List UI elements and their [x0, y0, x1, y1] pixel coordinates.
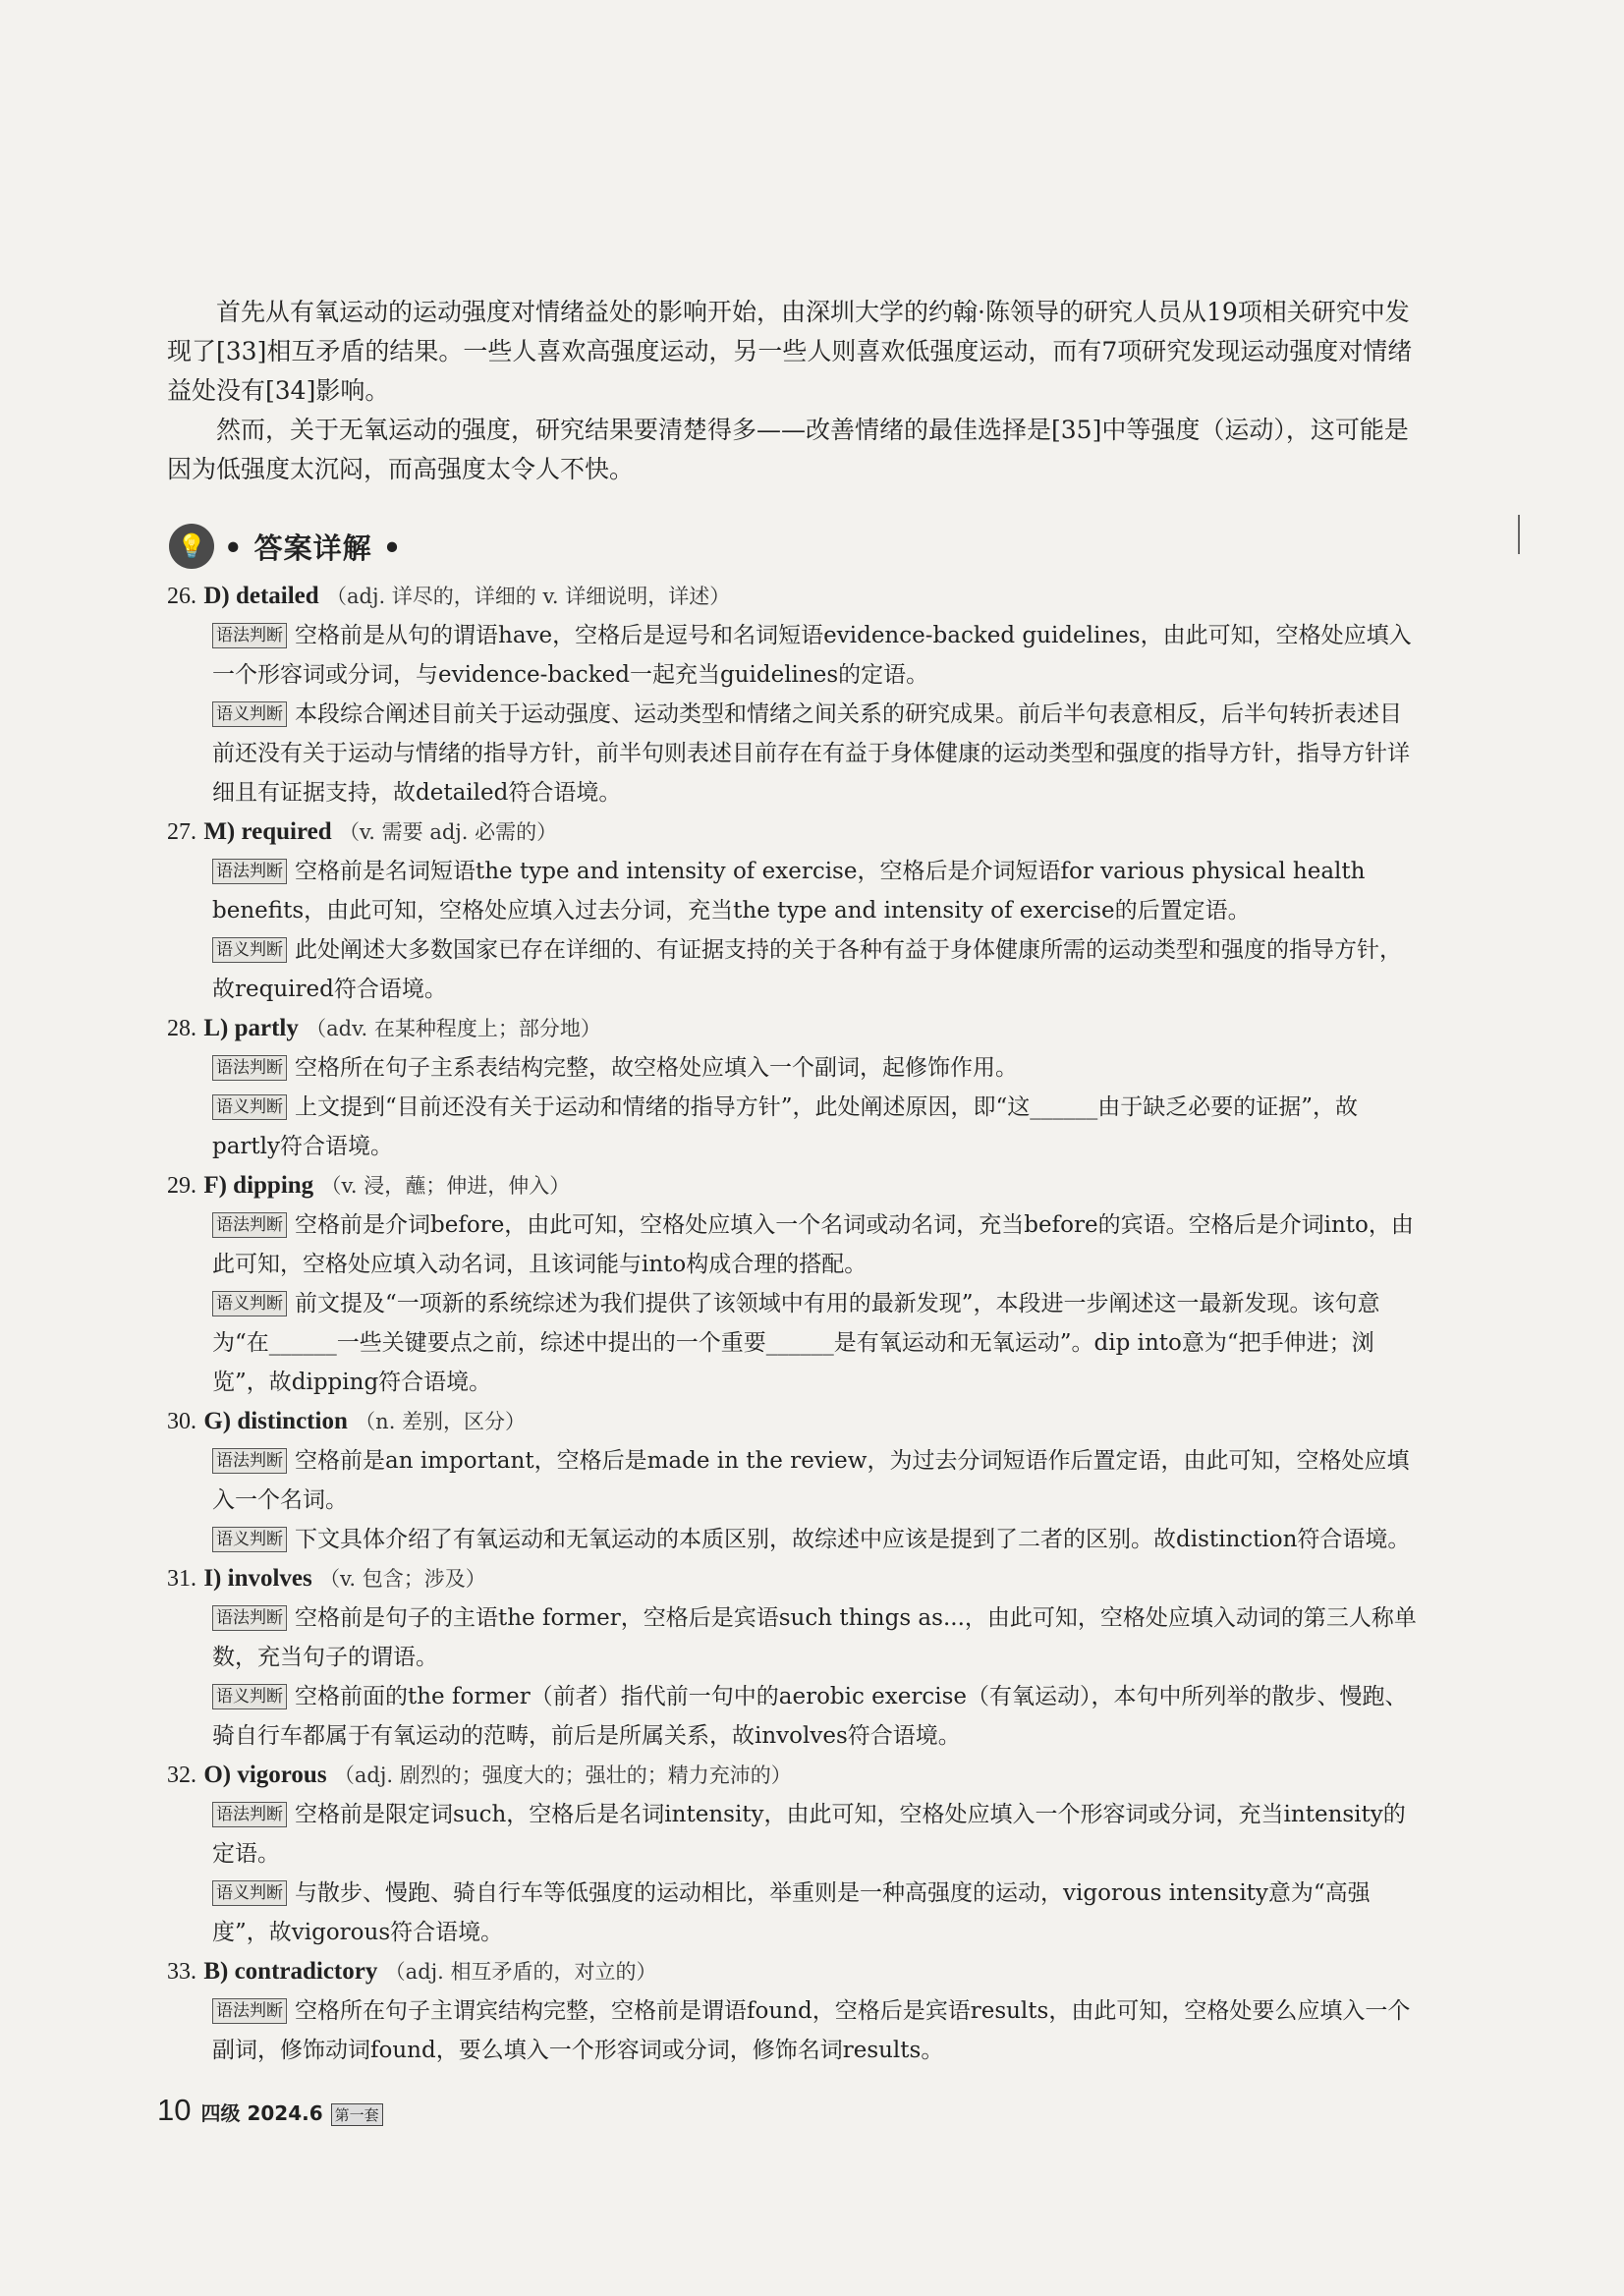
intro-paragraph: 然而，关于无氧运动的强度，研究结果要清楚得多——改善情绪的最佳选择是[35]中等强度（运动），这可能是因为低强度太沉闷，而高强度太令人不快。: [167, 416, 1409, 483]
note-text: 此处阐述大多数国家已存在详细的、有证据支持的关于各种有益于身体健康所需的运动类型和强度的指导方针，故required符合语境。: [212, 937, 1402, 1002]
note-text: 上文提到“目前还没有关于运动和情绪的指导方针”，此处阐述原因，即“这______由于缺乏必要的证据”，故partly符合语境。: [212, 1094, 1359, 1159]
note-text: 与散步、慢跑、骑自行车等低强度的运动相比，举重则是一种高强度的运动，vigorous intensity意为“高强度”，故vigorous符合语境。: [212, 1880, 1371, 1945]
note-text: 空格前面的the former（前者）指代前一句中的aerobic exercise（有氧运动），本句中所列举的散步、慢跑、骑自行车都属于有氧运动的范畴，前后是所属关系，故involves符合语境。: [212, 1684, 1408, 1749]
margin-mark: [1518, 515, 1520, 554]
answer-item: [167, 1009, 1417, 1166]
answer-heading: [167, 1756, 1417, 1795]
answer-gloss: （adv. 在某种程度上；部分地）: [306, 1017, 601, 1040]
note-text: 空格前是介词before，由此可知，空格处应填入一个名词或动名词，充当before的宾语。空格后是介词into，由此可知，空格处应填入动名词，且该词能与into构成合理的搭配。: [212, 1212, 1414, 1277]
answer-item: [167, 1559, 1417, 1756]
answer-note: [212, 1205, 1417, 1284]
answer-number: 27.: [167, 819, 196, 845]
judgement-tag: 语法判断: [212, 1055, 287, 1081]
note-text: 空格前是限定词such，空格后是名词intensity，由此可知，空格处应填入一个形容词或分词，充当intensity的定语。: [212, 1802, 1406, 1867]
answer-number: 26.: [167, 584, 196, 609]
answer-word: I) involves: [203, 1565, 312, 1592]
answer-gloss: （adj. 剧烈的；强度大的；强壮的；精力充沛的）: [333, 1764, 792, 1787]
answer-heading: [167, 1009, 1417, 1048]
judgement-tag: 语义判断: [212, 1527, 287, 1552]
note-text: 空格所在句子主系表结构完整，故空格处应填入一个副词，起修饰作用。: [295, 1055, 1018, 1081]
note-text: 本段综合阐述目前关于运动强度、运动类型和情绪之间关系的研究成果。前后半句表意相反，后半句转折表述目前还没有关于运动与情绪的指导方针，前半句则表述目前存在有益于身体健康的运动类型和强度的指导方针，指导方针详细且有证据支持，故detailed符合语境。: [212, 701, 1410, 806]
answer-note: [212, 1088, 1417, 1166]
answer-number: 33.: [167, 1959, 196, 1985]
answer-note: [212, 852, 1417, 930]
answer-heading: [167, 1559, 1417, 1598]
judgement-tag: 语义判断: [212, 1684, 287, 1709]
answer-word: G) distinction: [203, 1408, 348, 1434]
answer-word: D) detailed: [203, 583, 319, 609]
answer-note: [212, 1874, 1417, 1952]
judgement-tag: 语法判断: [212, 1605, 287, 1631]
answer-item: [167, 1166, 1417, 1402]
answer-note: [212, 1441, 1417, 1520]
answer-word: L) partly: [203, 1015, 299, 1041]
answer-number: 29.: [167, 1173, 196, 1199]
answer-gloss: （adj. 相互矛盾的，对立的）: [384, 1960, 657, 1984]
judgement-tag: 语义判断: [212, 701, 287, 727]
answer-item: [167, 577, 1417, 812]
answer-gloss: （n. 差别，区分）: [355, 1410, 527, 1433]
judgement-tag: 语法判断: [212, 859, 287, 884]
answer-word: F) dipping: [203, 1172, 314, 1199]
answer-item: [167, 1756, 1417, 1952]
judgement-tag: 语义判断: [212, 1094, 287, 1120]
note-text: 空格前是句子的主语the former，空格后是宾语such things as...，由此可知，空格处应填入动词的第三人称单数，充当句子的谓语。: [212, 1605, 1417, 1670]
judgement-tag: 语义判断: [212, 937, 287, 963]
answer-item: [167, 1402, 1417, 1559]
translation-paragraphs: [167, 293, 1417, 489]
answer-note: [212, 1991, 1417, 2070]
answer-heading: [167, 1402, 1417, 1441]
answer-note: [212, 1677, 1417, 1756]
section-header: [169, 521, 402, 572]
answer-number: 28.: [167, 1016, 196, 1041]
judgement-tag: 语法判断: [212, 1998, 287, 2024]
answer-heading: [167, 812, 1417, 852]
page-footer: [157, 2093, 383, 2128]
answer-heading: [167, 1166, 1417, 1205]
answer-gloss: （v. 包含；涉及）: [319, 1567, 486, 1591]
note-text: 空格前是an important，空格后是made in the review，为过去分词短语作后置定语，由此可知，空格处应填入一个名词。: [212, 1448, 1410, 1513]
answer-heading: [167, 1952, 1417, 1991]
answer-gloss: （adj. 详尽的，详细的 v. 详细说明，详述）: [325, 585, 731, 608]
answer-list: [167, 577, 1417, 2070]
answer-word: B) contradictory: [203, 1958, 378, 1985]
lightbulb-icon: 💡: [169, 524, 214, 569]
answer-note: [212, 1598, 1417, 1677]
answer-number: 32.: [167, 1763, 196, 1788]
note-text: 空格前是从句的谓语have，空格后是逗号和名词短语evidence-backed guidelines，由此可知，空格处应填入一个形容词或分词，与evidence-backed一起充当guidelines的定语。: [212, 623, 1412, 688]
intro-paragraph: 首先从有氧运动的运动强度对情绪益处的影响开始，由深圳大学的约翰·陈领导的研究人员从19项相关研究中发现了[33]相互矛盾的结果。一些人喜欢高强度运动，另一些人则喜欢低强度运动，而有7项研究发现运动强度对情绪益处没有[34]影响。: [167, 298, 1413, 405]
answer-heading: [167, 577, 1417, 616]
answer-note: [212, 1520, 1417, 1559]
footer-set-badge: 第一套: [331, 2103, 383, 2126]
answer-number: 30.: [167, 1409, 196, 1434]
judgement-tag: 语义判断: [212, 1291, 287, 1316]
section-title: • 答案详解 •: [224, 531, 403, 565]
answer-item: [167, 812, 1417, 1009]
judgement-tag: 语义判断: [212, 1880, 287, 1906]
footer-label: 四级 2024.6: [200, 2101, 323, 2125]
answer-item: [167, 1952, 1417, 2070]
judgement-tag: 语法判断: [212, 1212, 287, 1238]
judgement-tag: 语法判断: [212, 623, 287, 648]
answer-number: 31.: [167, 1566, 196, 1592]
answer-note: [212, 616, 1417, 695]
note-text: 空格前是名词短语the type and intensity of exercise，空格后是介词短语for various physical health benefits，由此可知，空格处应填入过去分词，充当the type and intensity of exercise的后置定语。: [212, 859, 1366, 924]
answer-note: [212, 695, 1417, 812]
judgement-tag: 语法判断: [212, 1448, 287, 1474]
judgement-tag: 语法判断: [212, 1802, 287, 1827]
answer-note: [212, 1048, 1417, 1088]
answer-note: [212, 930, 1417, 1009]
note-text: 空格所在句子主谓宾结构完整，空格前是谓语found，空格后是宾语results，由此可知，空格处要么应填入一个副词，修饰动词found，要么填入一个形容词或分词，修饰名词results。: [212, 1998, 1411, 2063]
answer-gloss: （v. 需要 adj. 必需的）: [338, 820, 558, 844]
note-text: 前文提及“一项新的系统综述为我们提供了该领域中有用的最新发现”，本段进一步阐述这一最新发现。该句意为“在______一些关键要点之前，综述中提出的一个重要______是有氧运动和无氧运动”。dip into意为“把手伸进；浏览”，故dipping符合语境。: [212, 1291, 1380, 1395]
answer-note: [212, 1795, 1417, 1874]
answer-gloss: （v. 浸，蘸；伸进，伸入）: [320, 1174, 571, 1198]
answer-note: [212, 1284, 1417, 1402]
answer-word: O) vigorous: [203, 1762, 327, 1788]
page-number: 10: [157, 2093, 192, 2127]
answer-word: M) required: [203, 818, 332, 845]
note-text: 下文具体介绍了有氧运动和无氧运动的本质区别，故综述中应该是提到了二者的区别。故distinction符合语境。: [295, 1527, 1411, 1552]
